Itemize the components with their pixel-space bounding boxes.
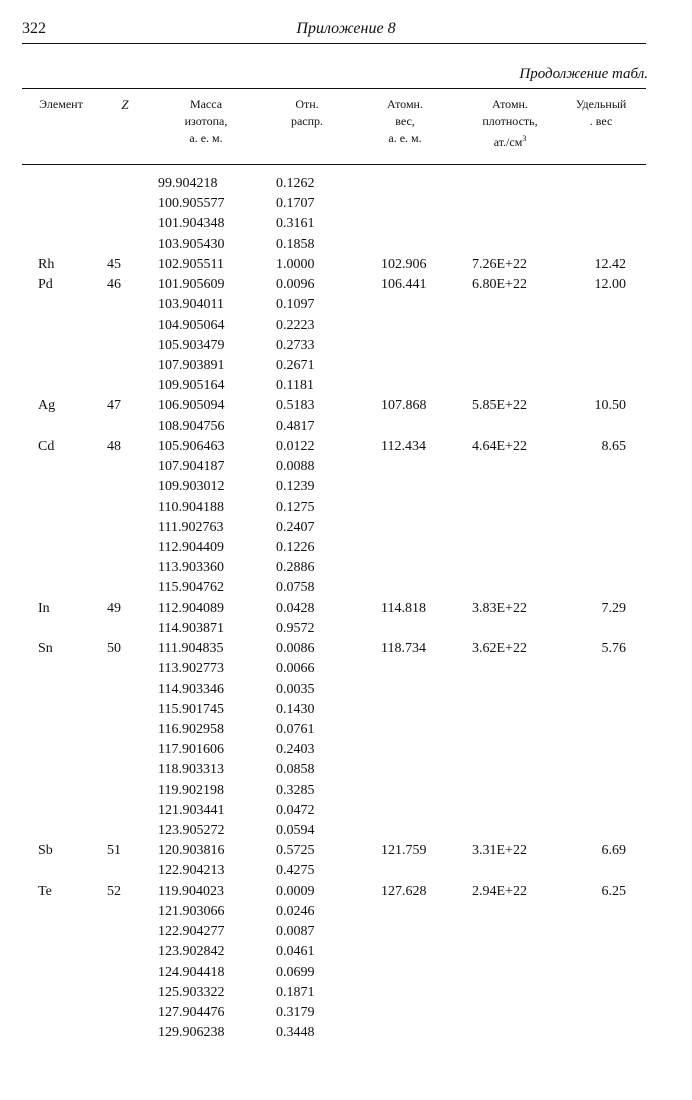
z-cell: 50 <box>107 641 121 657</box>
page-number: 322 <box>22 20 46 37</box>
table-row <box>0 538 692 558</box>
table-row <box>0 639 692 659</box>
atomic-density-superscript: 3 <box>522 134 527 143</box>
atomic-weight-cell: 102.906 <box>381 256 427 272</box>
isotope-mass-cell: 123.905272 <box>158 823 225 839</box>
table-row <box>0 760 692 780</box>
table-row <box>0 680 692 700</box>
column-header-atomic-density <box>456 96 564 151</box>
element-cell: Sn <box>38 641 53 657</box>
header-bottom-rule <box>22 164 646 165</box>
z-cell: 51 <box>107 843 121 859</box>
table-row <box>0 963 692 983</box>
column-header-specific-weight: Удельный . вес <box>575 97 627 128</box>
table-row <box>0 356 692 376</box>
isotope-mass-cell: 107.904187 <box>158 459 225 475</box>
table-row <box>0 922 692 942</box>
abundance-cell: 0.1239 <box>276 479 315 495</box>
atomic-density-cell: 6.80E+22 <box>472 277 527 293</box>
isotope-mass-cell: 113.902773 <box>158 661 224 677</box>
isotope-mass-cell: 129.906238 <box>158 1025 225 1041</box>
atomic-weight-cell: 112.434 <box>381 438 426 454</box>
abundance-cell: 0.4817 <box>276 418 315 434</box>
element-cell: Te <box>38 883 52 899</box>
abundance-cell: 0.1430 <box>276 701 315 717</box>
abundance-cell: 1.0000 <box>276 256 315 272</box>
table-row <box>0 781 692 801</box>
isotope-mass-cell: 104.905064 <box>158 317 225 333</box>
z-cell: 49 <box>107 600 121 616</box>
abundance-cell: 0.1097 <box>276 297 315 313</box>
isotope-mass-cell: 102.905511 <box>158 256 224 272</box>
isotope-mass-cell: 111.904835 <box>158 641 224 657</box>
isotope-mass-cell: 116.902958 <box>158 721 224 737</box>
abundance-cell: 0.2403 <box>276 742 315 758</box>
abundance-cell: 0.1262 <box>276 176 315 191</box>
atomic-weight-cell: 114.818 <box>381 600 426 616</box>
abundance-cell: 0.0472 <box>276 802 315 818</box>
specific-weight-cell: 6.25 <box>601 883 626 899</box>
table-row <box>0 983 692 1003</box>
table-row <box>0 376 692 396</box>
isotope-mass-cell: 114.903346 <box>158 681 224 697</box>
table-row <box>0 174 692 194</box>
specific-weight-cell: 5.76 <box>601 641 626 657</box>
table-row <box>0 336 692 356</box>
isotope-mass-cell: 103.905430 <box>158 236 225 252</box>
table-row <box>0 255 692 275</box>
atomic-density-cell: 3.31E+22 <box>472 843 527 859</box>
table-row <box>0 882 692 902</box>
abundance-cell: 0.9572 <box>276 620 315 636</box>
isotope-mass-cell: 115.904762 <box>158 580 224 596</box>
abundance-cell: 0.1858 <box>276 236 315 252</box>
isotope-mass-cell: 111.902763 <box>158 519 224 535</box>
isotope-mass-cell: 99.904218 <box>158 176 218 191</box>
abundance-cell: 0.0086 <box>276 641 315 657</box>
specific-weight-cell: 12.00 <box>594 277 626 293</box>
atomic-density-label: Атомн. плотность, ат./см <box>482 97 538 149</box>
abundance-cell: 0.1275 <box>276 499 315 515</box>
isotope-mass-cell: 108.904756 <box>158 418 225 434</box>
element-cell: Ag <box>38 398 56 414</box>
isotope-mass-cell: 121.903441 <box>158 802 225 818</box>
isotope-mass-cell: 112.904409 <box>158 539 224 555</box>
table-row <box>0 518 692 538</box>
abundance-cell: 0.0594 <box>276 823 315 839</box>
isotope-mass-cell: 105.906463 <box>158 438 225 454</box>
abundance-cell: 0.2886 <box>276 560 315 576</box>
abundance-cell: 0.3161 <box>276 216 315 232</box>
isotope-mass-cell: 120.903816 <box>158 843 225 859</box>
abundance-cell: 0.0461 <box>276 944 315 960</box>
atomic-density-cell: 2.94E+22 <box>472 883 527 899</box>
isotope-mass-cell: 124.904418 <box>158 964 225 980</box>
table-row <box>0 295 692 315</box>
abundance-cell: 0.0066 <box>276 661 315 677</box>
isotope-mass-cell: 113.903360 <box>158 560 224 576</box>
isotope-mass-cell: 119.904023 <box>158 883 224 899</box>
z-cell: 52 <box>107 883 121 899</box>
table-row <box>0 599 692 619</box>
atomic-density-cell: 3.62E+22 <box>472 641 527 657</box>
isotope-mass-cell: 109.903012 <box>158 479 225 495</box>
isotope-mass-cell: 101.904348 <box>158 216 225 232</box>
table-row <box>0 861 692 881</box>
column-header-abundance: Отн. распр. <box>290 97 324 128</box>
table-row <box>0 396 692 416</box>
isotope-mass-cell: 103.904011 <box>158 297 224 313</box>
column-header-mass: Масса изотопа, а. е. м. <box>184 97 228 145</box>
isotope-mass-cell: 109.905164 <box>158 378 225 394</box>
element-cell: In <box>38 600 50 616</box>
abundance-cell: 0.0088 <box>276 459 315 475</box>
table-row <box>0 437 692 457</box>
table-row <box>0 619 692 639</box>
atomic-density-cell: 3.83E+22 <box>472 600 527 616</box>
abundance-cell: 0.5725 <box>276 843 315 859</box>
table-row <box>0 214 692 234</box>
atomic-weight-cell: 127.628 <box>381 883 427 899</box>
abundance-cell: 0.0035 <box>276 681 315 697</box>
abundance-cell: 0.5183 <box>276 398 315 414</box>
table-row <box>0 801 692 821</box>
abundance-cell: 0.0122 <box>276 438 315 454</box>
element-cell: Rh <box>38 256 55 272</box>
isotope-mass-cell: 123.902842 <box>158 944 225 960</box>
abundance-cell: 0.0699 <box>276 964 315 980</box>
abundance-cell: 0.0096 <box>276 277 315 293</box>
isotope-mass-cell: 105.903479 <box>158 337 225 353</box>
table-row <box>0 477 692 497</box>
isotope-mass-cell: 101.905609 <box>158 277 225 293</box>
column-header-z: Z <box>121 97 129 112</box>
specific-weight-cell: 10.50 <box>594 398 626 414</box>
z-cell: 47 <box>107 398 121 414</box>
isotope-mass-cell: 122.904277 <box>158 924 225 940</box>
isotope-mass-cell: 119.902198 <box>158 782 224 798</box>
abundance-cell: 0.0428 <box>276 600 315 616</box>
abundance-cell: 0.3285 <box>276 782 315 798</box>
table-row <box>0 194 692 214</box>
abundance-cell: 0.1181 <box>276 378 314 394</box>
table-row <box>0 720 692 740</box>
atomic-density-cell: 5.85E+22 <box>472 398 527 414</box>
isotope-mass-cell: 118.903313 <box>158 762 224 778</box>
abundance-cell: 0.1226 <box>276 539 315 555</box>
table-row <box>0 1023 692 1043</box>
atomic-density-cell: 7.26E+22 <box>472 256 527 272</box>
atomic-weight-cell: 118.734 <box>381 641 426 657</box>
abundance-cell: 0.0858 <box>276 762 315 778</box>
table-row <box>0 1003 692 1023</box>
abundance-cell: 0.0758 <box>276 580 315 596</box>
abundance-cell: 0.0246 <box>276 903 315 919</box>
abundance-cell: 0.2733 <box>276 337 315 353</box>
table-row <box>0 821 692 841</box>
header-top-rule <box>22 88 646 89</box>
abundance-cell: 0.3179 <box>276 1005 315 1021</box>
abundance-cell: 0.3448 <box>276 1025 315 1041</box>
column-header-element: Элемент <box>39 97 83 111</box>
atomic-density-cell: 4.64E+22 <box>472 438 527 454</box>
abundance-cell: 0.2223 <box>276 317 315 333</box>
specific-weight-cell: 12.42 <box>594 256 626 272</box>
table-row <box>0 902 692 922</box>
isotope-mass-cell: 122.904213 <box>158 863 225 879</box>
abundance-cell: 0.0087 <box>276 924 315 940</box>
abundance-cell: 0.4275 <box>276 863 315 879</box>
abundance-cell: 0.2671 <box>276 357 315 373</box>
abundance-cell: 0.0009 <box>276 883 315 899</box>
table-row <box>0 498 692 518</box>
column-header-atomic-weight: Атомн. вес, а. е. м. <box>387 97 423 145</box>
isotope-mass-cell: 100.905577 <box>158 196 225 212</box>
element-cell: Sb <box>38 843 53 859</box>
table-row <box>0 942 692 962</box>
abundance-cell: 0.1707 <box>276 196 315 212</box>
specific-weight-cell: 7.29 <box>601 600 626 616</box>
abundance-cell: 0.2407 <box>276 519 315 535</box>
isotope-mass-cell: 114.903871 <box>158 620 224 636</box>
table-row <box>0 700 692 720</box>
table-row <box>0 316 692 336</box>
table-continuation-label: Продолжение табл. <box>519 66 648 82</box>
abundance-cell: 0.0761 <box>276 721 315 737</box>
table-row <box>0 740 692 760</box>
top-rule <box>22 43 646 44</box>
atomic-weight-cell: 106.441 <box>381 277 427 293</box>
isotope-mass-cell: 107.903891 <box>158 357 225 373</box>
z-cell: 45 <box>107 256 121 272</box>
z-cell: 46 <box>107 277 121 293</box>
atomic-weight-cell: 121.759 <box>381 843 427 859</box>
isotope-mass-cell: 117.901606 <box>158 742 224 758</box>
isotope-mass-cell: 125.903322 <box>158 984 225 1000</box>
table-row <box>0 578 692 598</box>
running-title: Приложение 8 <box>296 20 396 37</box>
table-row <box>0 558 692 578</box>
element-cell: Pd <box>38 277 53 293</box>
z-cell: 48 <box>107 438 121 454</box>
isotope-mass-cell: 106.905094 <box>158 398 225 414</box>
table-row <box>0 275 692 295</box>
isotope-mass-cell: 115.901745 <box>158 701 224 717</box>
table-row <box>0 457 692 477</box>
isotope-mass-cell: 127.904476 <box>158 1005 225 1021</box>
isotope-mass-cell: 112.904089 <box>158 600 224 616</box>
specific-weight-cell: 8.65 <box>601 438 626 454</box>
table-row <box>0 841 692 861</box>
element-cell: Cd <box>38 438 55 454</box>
isotope-mass-cell: 110.904188 <box>158 499 224 515</box>
table-row <box>0 235 692 255</box>
table-row <box>0 659 692 679</box>
atomic-weight-cell: 107.868 <box>381 398 427 414</box>
specific-weight-cell: 6.69 <box>601 843 626 859</box>
table-row <box>0 417 692 437</box>
abundance-cell: 0.1871 <box>276 984 315 1000</box>
isotope-mass-cell: 121.903066 <box>158 903 225 919</box>
